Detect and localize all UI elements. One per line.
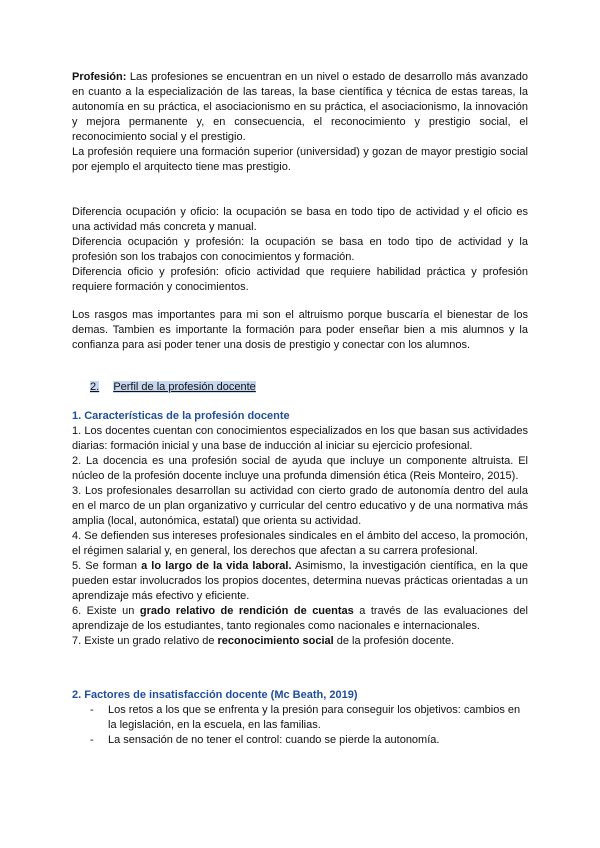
caracteristica-text: de la profesión docente. <box>333 635 455 647</box>
list-item <box>72 703 528 733</box>
factores-heading: 2. Factores de insatisfacción docente (Mc Beath, 2019) <box>72 689 358 701</box>
caracteristica-bold: reconocimiento social <box>217 635 334 647</box>
factor-text: Los retos a los que se enfrenta y la presión para conseguir los objetivos: cambios en la legislación, en la escuela, en las familias. <box>108 704 521 731</box>
caracteristica-item <box>72 424 528 454</box>
diferencias-section <box>72 205 528 295</box>
section-2-heading <box>90 380 256 395</box>
profesion-paragraph-2: La profesión requiere una formación superior (universidad) y gozan de mayor prestigio social por ejemplo el arquitecto tiene mas prestigio. <box>72 146 528 173</box>
diferencia-ocupacion-oficio: Diferencia ocupación y oficio: la ocupación se basa en todo tipo de actividad y el oficio es una actividad más concreta y manual. <box>72 206 528 233</box>
factores-section <box>72 688 528 748</box>
section-2-number: 2. <box>90 381 100 393</box>
caracteristica-text: 1. Los docentes cuentan con conocimientos especializados en los que basan sus actividades diarias: formación inicial y una base de inducción al iniciar su ejercicio profesional. <box>72 425 528 452</box>
caracteristicas-heading: 1. Características de la profesión docente <box>72 410 290 422</box>
caracteristica-text: 4. Se defienden sus intereses profesionales sindicales en el ámbito del acceso, la promoción, el régimen salarial y, en general, los derechos que afectan a su carrera profesional. <box>72 530 528 557</box>
caracteristica-text: Asimismo, la investigación científica, en la que pueden estar involucrados los propios docentes, determina nuevas prácticas orientadas a un aprendizaje más efectivo y eficiente. <box>72 560 528 602</box>
dash-bullet: - <box>90 734 94 746</box>
caracteristica-item <box>72 529 528 559</box>
dash-bullet: - <box>90 704 94 716</box>
caracteristica-text: a través de las evaluaciones del aprendizaje de los estudiantes, tanto regionales como nacionales e internacionales. <box>72 605 528 632</box>
caracteristica-text: 7. Existe un grado relativo de <box>72 635 218 647</box>
caracteristica-text: 6. Existe un <box>72 605 140 617</box>
section-2-title: Perfil de la profesión docente <box>113 381 256 393</box>
caracteristica-item <box>72 454 528 484</box>
caracteristica-bold: a lo largo de la vida laboral. <box>141 560 292 572</box>
factor-text: La sensación de no tener el control: cuando se pierde la autonomía. <box>108 734 440 746</box>
profesion-label: Profesión: <box>72 71 127 83</box>
caracteristica-bold: grado relativo de rendición de cuentas <box>139 605 354 617</box>
rasgos-section <box>72 308 528 353</box>
list-item <box>72 733 528 748</box>
factores-list <box>72 703 528 748</box>
caracteristica-item <box>72 604 528 634</box>
rasgos-paragraph: Los rasgos mas importantes para mi son el altruismo porque buscaría el bienestar de los demas. Tambien es importante la formación para poder enseñar bien a mis alumnos y la confianza para asi poder tener una dosis de prestigio y conectar con los alumnos. <box>72 309 528 351</box>
caracteristica-text: 3. Los profesionales desarrollan su actividad con cierto grado de autonomía dentro del aula en el marco de un plan organizativo y curricular del centro educativo y de una normativa más amplia (local, autonómica, estatal) que orienta su actividad. <box>72 485 528 527</box>
intro-section <box>72 70 528 175</box>
caracteristica-text: 5. Se forman <box>72 560 142 572</box>
profesion-text: Las profesiones se encuentran en un nivel o estado de desarrollo más avanzado en cuanto a la especialización de las tareas, la base científica y técnica de estas tareas, la autonomía en su práctica, el asociacionismo en su práctica, el asociacionismo, la innovación y mejora permanente y, en consecuencia, el reconocimiento y prestigio social, el reconocimiento social y el prestigio. <box>72 71 528 143</box>
diferencia-ocupacion-profesion: Diferencia ocupación y profesión: la ocupación se basa en todo tipo de actividad y la profesión son los trabajos con conocimientos y formación. <box>72 236 528 263</box>
caracteristicas-section <box>72 409 528 649</box>
caracteristica-text: 2. La docencia es una profesión social de ayuda que incluye un componente altruista. El núcleo de la profesión docente incluye una profunda dimensión ética (Reis Monteiro, 2015). <box>72 455 528 482</box>
caracteristica-item <box>72 559 528 604</box>
caracteristica-item <box>72 634 528 649</box>
diferencia-oficio-profesion: Diferencia oficio y profesión: oficio actividad que requiere habilidad práctica y profesión requiere formación y conocimientos. <box>72 266 528 293</box>
caracteristica-item <box>72 484 528 529</box>
profesion-paragraph <box>72 70 528 145</box>
